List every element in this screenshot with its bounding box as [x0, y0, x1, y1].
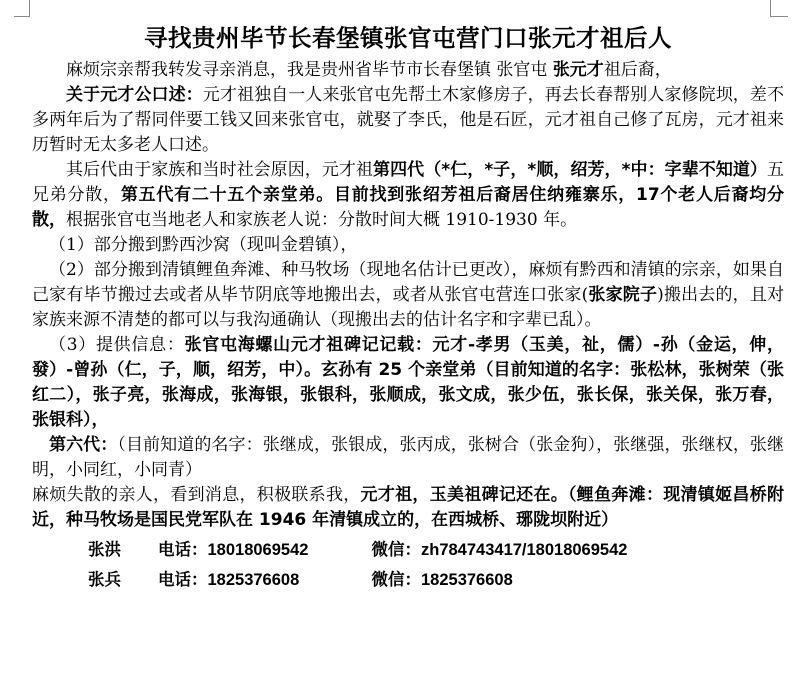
paragraph-item-3	[32, 333, 784, 433]
paragraph-descendants	[32, 158, 784, 233]
paragraph-oral-history	[32, 83, 784, 158]
wechat-label: 微信：	[371, 570, 421, 589]
fifth-generation-text: 第五代有二十五个亲堂弟。目前找到张绍芳祖后裔居住纳雍寨乐，17个老人后裔均分散，	[32, 185, 785, 230]
family-courtyard-name: 张家院子	[588, 285, 658, 305]
contact-row-1	[32, 536, 784, 564]
crop-mark-left-vertical	[29, 0, 30, 16]
item-2-text: （2）部分搬到清镇鲤鱼奔滩、种马牧场（现地名估计已更改），麻烦有黔西和清镇的宗亲，如果自己家有毕节搬过去或者从毕节阴底等地搬出去，或者从张官屯营连口张家(	[32, 260, 784, 305]
wechat-id: zh784743417/18018069542	[421, 541, 628, 559]
phone-number: 18018069542	[207, 541, 309, 559]
sixth-generation-heading: 第六代：	[49, 435, 118, 455]
document-body	[32, 18, 784, 594]
contact-row-2	[32, 566, 784, 594]
tombstone-record-text: 张官屯海螺山元才祖碑记记载：元才-孝男（玉美，祉，儒）-孙（金运，伸，發）-曾孙（仁，子，顺，绍芳，中）。玄孙有 25 个亲堂弟（目前知道的名字：张松林，张树荣（张红二），张子亮，张海成，张海银，张银科，张顺成，张文成，张少伍，张长保，张关保，张万春，张银科），	[32, 335, 784, 430]
contact-name: 张兵	[88, 570, 121, 589]
document-title: 寻找贵州毕节长春堡镇张官屯营门口张元才祖后人	[144, 24, 672, 52]
sixth-generation-names: （目前知道的名字：张继成，张银成，张丙成，张树合（张金狗），张继强，张继权，张继明，小同红，小同青）	[32, 435, 785, 480]
descendants-text-1: 其后代由于家族和当时社会原因，元才祖	[66, 160, 374, 180]
oral-history-text: 元才祖独自一人来张官屯先帮土木家修房子，再去长春帮别人家修院坝，差不多两年后为了帮同伴要工钱又回来张官屯，就娶了李氏，他是石匠，元才祖自己修了瓦房，元才祖来历暂时无太多老人口述。	[32, 85, 784, 155]
descendants-text-2: 五兄弟分散，	[32, 160, 785, 205]
wechat-id: 1825376608	[421, 571, 513, 589]
paragraph-appeal	[32, 483, 784, 533]
intro-text-end: 祖后裔，	[603, 60, 672, 80]
item-3-label: （3）提供信息：	[49, 335, 185, 355]
phone-label: 电话：	[158, 540, 208, 559]
paragraph-sixth-generation	[32, 433, 784, 483]
oral-history-heading: 关于元才公口述：	[66, 85, 203, 105]
wechat-label: 微信：	[371, 540, 421, 559]
paragraph-item-1: （1）部分搬到黔西沙窝（现叫金碧镇），	[49, 235, 358, 255]
fourth-generation-text: 第四代（*仁，*子，*顺，绍芳，*中：字辈不知道）	[373, 160, 768, 180]
paragraph-item-2	[32, 258, 784, 333]
item-2-text-end: )搬出去的，且对家族来源不清楚的都可以与我沟通确认（现搬出去的估计名字和字辈已乱）。	[32, 285, 785, 330]
appeal-text: 麻烦失散的亲人，看到消息，积极联系我，	[32, 485, 361, 505]
phone-number: 1825376608	[207, 571, 300, 589]
crop-mark-left-horizontal	[14, 16, 30, 17]
crop-mark-right-vertical	[770, 0, 771, 16]
contact-name: 张洪	[88, 540, 121, 559]
intro-text: 麻烦宗亲帮我转发寻亲消息，我是贵州省毕节市长春堡镇 张官屯	[66, 60, 553, 80]
dispersal-period-text: 根据张官屯当地老人和家族老人说：分散时间大概 1910-1930 年。	[66, 210, 578, 230]
appeal-bold-text: 元才祖，玉美祖碑记还在。（鲤鱼奔滩：现清镇姬昌桥附近，种马牧场是国民党军队在 1946 年清镇成立的，在西城桥、琊陇坝附近）	[32, 485, 785, 530]
ancestor-name: 张元才	[552, 60, 604, 80]
phone-label: 电话：	[158, 570, 208, 589]
crop-mark-right-horizontal	[770, 16, 788, 17]
paragraph-intro	[32, 58, 784, 83]
